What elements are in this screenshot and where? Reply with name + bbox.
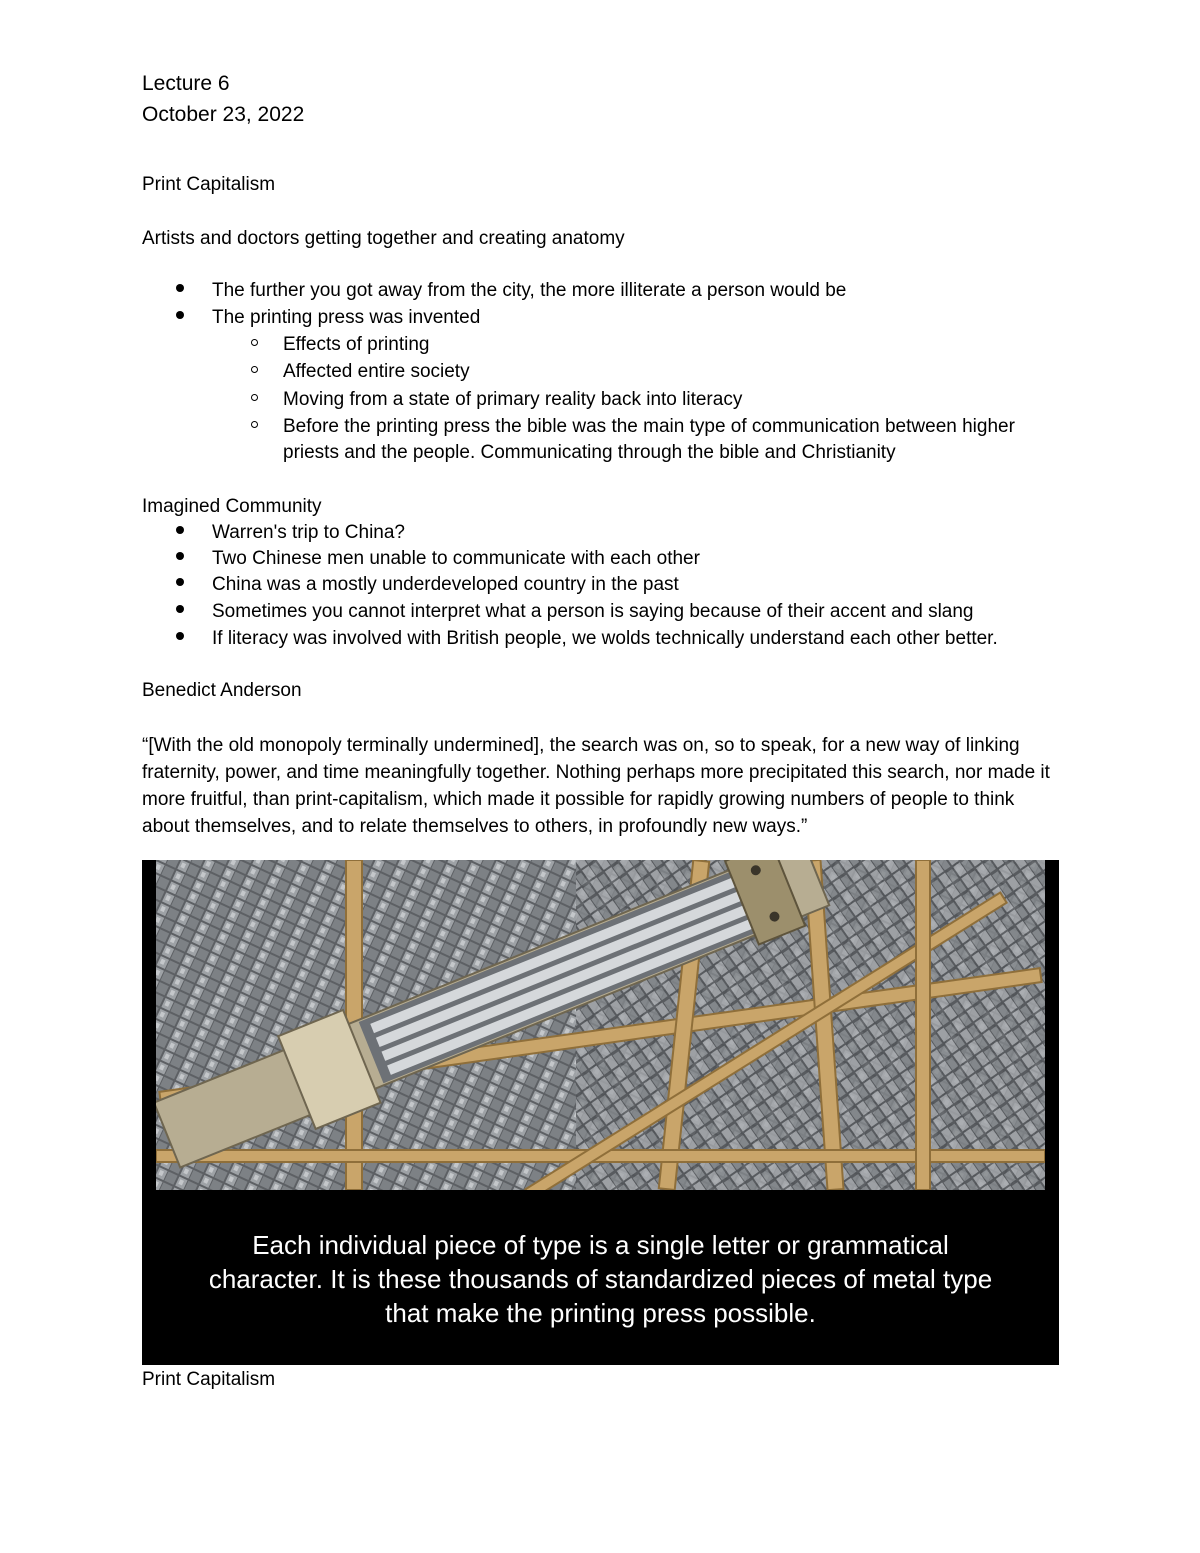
photo-caption: [142, 1228, 1059, 1330]
bullet-dot: [176, 284, 184, 292]
bullet-dot: [176, 552, 184, 560]
list-item: Warren's trip to China?: [212, 522, 405, 543]
section-heading: Imagined Community: [142, 496, 322, 517]
printing-type-icon: [156, 860, 1045, 1190]
bullet-dot: [176, 526, 184, 534]
anderson-quote: “[With the old monopoly terminally undermined], the search was on, so to speak, for a new way of linking fraternity, power, and time meaningfully together. Nothing perhaps more precipitated this search, nor made it more fruitful, than print-capitalism, which made it possible for rapidly growing numbers of people to think about themselves, and to relate themselves to others, in profoundly new ways.”: [142, 735, 1050, 837]
lecture-title: Lecture 6: [142, 72, 230, 95]
sub-bullet-circle: [251, 366, 258, 373]
caption-line: character. It is these thousands of standardized pieces of metal type: [208, 1264, 993, 1294]
caption-line: that make the printing press possible.: [385, 1298, 816, 1328]
lecture-date: October 23, 2022: [142, 103, 305, 126]
list-item: China was a mostly underdeveloped country in the past: [212, 574, 679, 595]
sub-list-item: Affected entire society: [283, 361, 470, 382]
bullet-dot: [176, 311, 184, 319]
section-heading: Print Capitalism: [142, 1369, 276, 1390]
section-heading: Benedict Anderson: [142, 680, 302, 701]
caption-line: Each individual piece of type is a single letter or grammatical: [252, 1230, 949, 1260]
sub-bullet-circle: [251, 421, 258, 428]
sub-list-item-continuation: priests and the people. Communicating through the bible and Christianity: [283, 442, 896, 463]
printing-type-photo: [142, 860, 1059, 1365]
sub-list-item: Before the printing press the bible was the main type of communication between higher: [283, 416, 1015, 437]
bullet-dot: [176, 578, 184, 586]
list-item: The printing press was invented: [212, 307, 481, 328]
section-heading: Print Capitalism: [142, 174, 276, 195]
list-item: Sometimes you cannot interpret what a person is saying because of their accent and slang: [212, 601, 974, 622]
list-item: If literacy was involved with British people, we wolds technically understand each other better.: [212, 628, 998, 649]
sub-list-item: Effects of printing: [283, 334, 430, 355]
section-intro: Artists and doctors getting together and creating anatomy: [142, 228, 625, 249]
bullet-dot: [176, 605, 184, 613]
bullet-dot: [176, 632, 184, 640]
list-item: Two Chinese men unable to communicate with each other: [212, 548, 700, 569]
sub-bullet-circle: [251, 339, 258, 346]
sub-bullet-circle: [251, 394, 258, 401]
list-item: The further you got away from the city, the more illiterate a person would be: [212, 280, 847, 301]
sub-list-item: Moving from a state of primary reality back into literacy: [283, 389, 743, 410]
